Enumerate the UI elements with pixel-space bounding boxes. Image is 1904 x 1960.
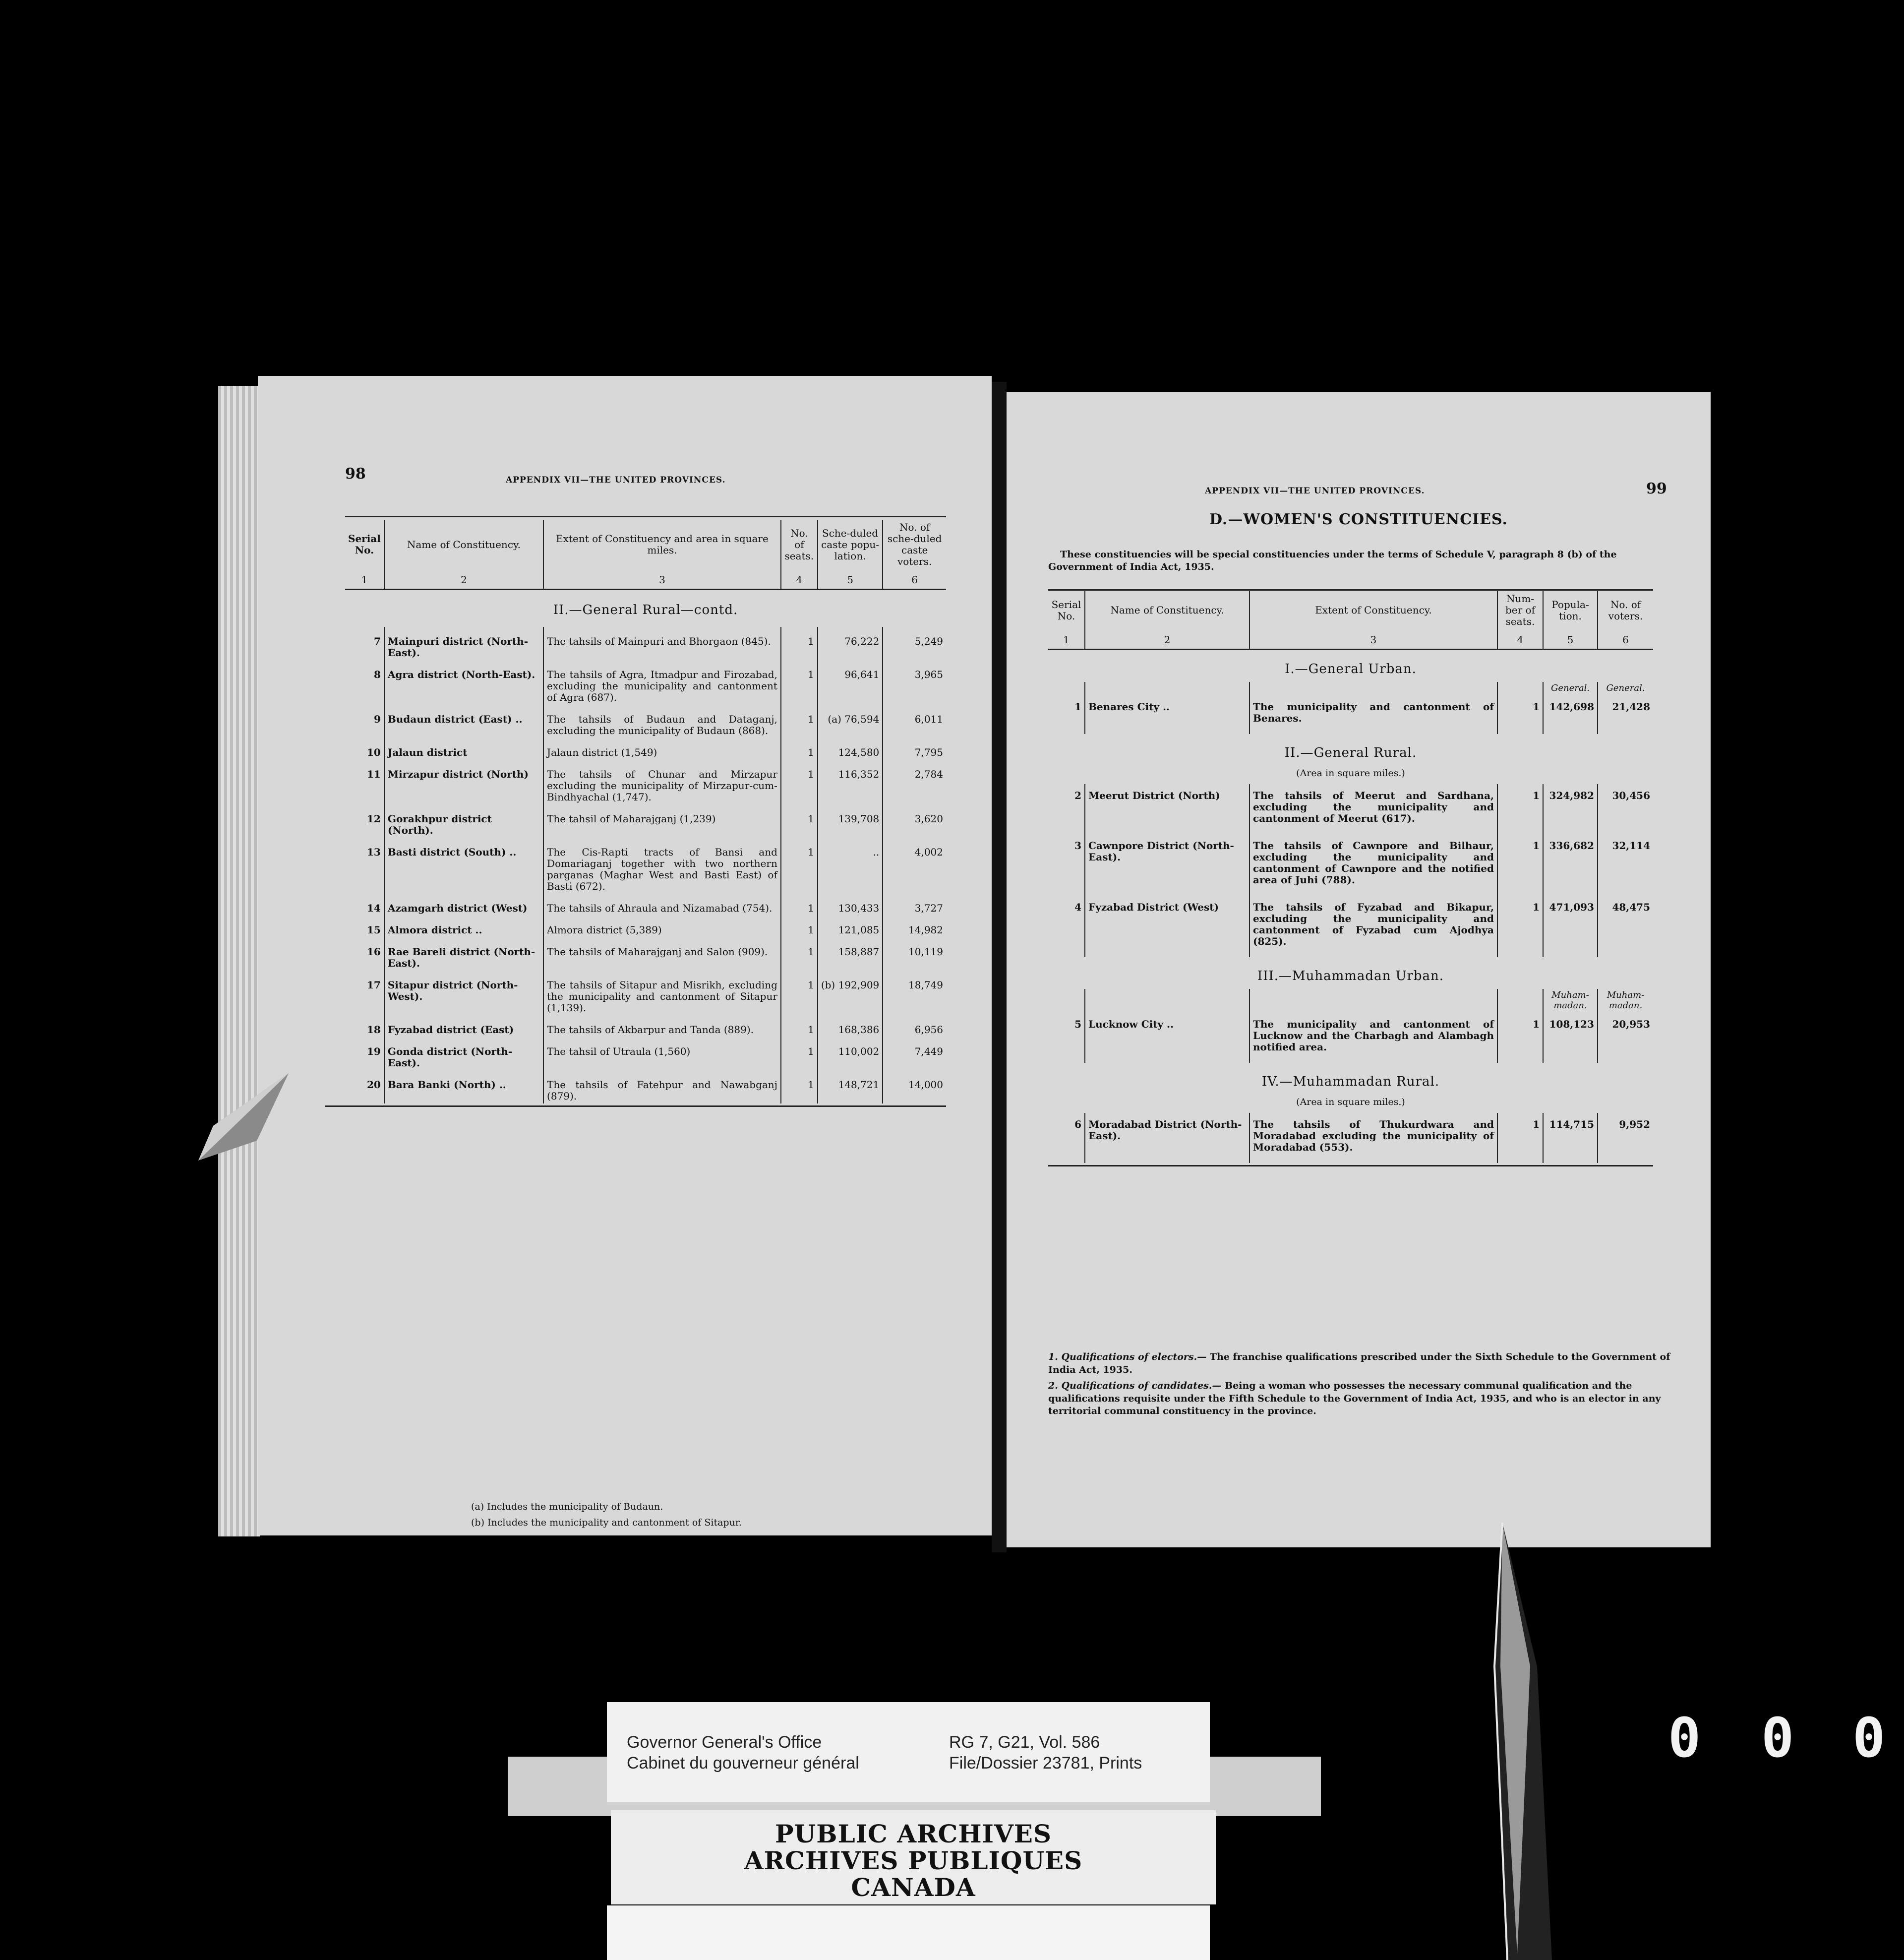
book-gutter (992, 382, 1007, 1552)
serial-cell: 12 (367, 812, 381, 825)
extent-cell: The tahsil of Utraula (1,560) (543, 1037, 781, 1070)
section-heading (1048, 1063, 1653, 1095)
top-rule (345, 516, 946, 517)
frame-digit: 0 (1668, 1706, 1701, 1770)
column-number: 5 (818, 569, 883, 590)
voters-cell: 6,011 (883, 705, 946, 738)
serial-cell: 19 (367, 1045, 381, 1057)
population-cell: 471,093 (1543, 896, 1598, 957)
left-rows (345, 627, 946, 1103)
population-cell: 110,002 (818, 1037, 883, 1070)
serial-cell: 14 (367, 902, 381, 914)
footnote-b: (b) Includes the municipality and cantonment of Sitapur. (471, 1517, 742, 1528)
voters-cell: 7,449 (883, 1037, 946, 1070)
frame-digit: 0 (1852, 1706, 1886, 1770)
note-text: The franchise qualifications prescribed under the Sixth Schedule to the Government of India Act, 1935. (1048, 1351, 1670, 1375)
extent-cell: Jalaun district (1,549) (543, 738, 781, 760)
voters-label: General. (1598, 682, 1653, 695)
voters-cell: 18,749 (883, 971, 946, 1015)
serial-cell: 8 (373, 668, 381, 680)
section-title: II.—General Rural—contd. (553, 603, 738, 617)
section-subtitle: (Area in square miles.) (1296, 768, 1405, 779)
header-seats: No. of seats. (781, 520, 818, 569)
page-edges (218, 386, 260, 1536)
seats-cell: 1 (1497, 695, 1543, 734)
population-cell: 168,386 (818, 1015, 883, 1037)
note-label: 1. Qualifications of electors.— (1048, 1351, 1207, 1362)
header-voters: No. of voters. (1598, 591, 1653, 629)
table-row (345, 760, 946, 804)
womens-constituency-table (1048, 591, 1653, 1163)
table-row (345, 971, 946, 1015)
serial-cell: 2 (1074, 790, 1081, 802)
population-cell: 130,433 (818, 894, 883, 916)
table-row (1048, 1113, 1653, 1163)
name-cell: Sitapur district (North-West). (384, 971, 543, 1015)
column-label-row (1048, 989, 1653, 1012)
extent-cell: The Cis-Rapti tracts of Bansi and Domariaganj together with two northern parganas (Maghar West and Basti East) of Basti (672). (543, 838, 781, 894)
office-english: Governor General's Office (627, 1733, 822, 1752)
table-row (345, 937, 946, 971)
serial-cell: 1 (1074, 700, 1081, 713)
stamp-line-2: ARCHIVES PUBLIQUES (744, 1846, 1083, 1875)
name-cell: Cawnpore District (North-East). (1085, 834, 1250, 896)
population-cell: 324,982 (1543, 784, 1598, 834)
voters-cell: 10,119 (883, 937, 946, 971)
column-number: 3 (543, 569, 781, 590)
population-cell: 148,721 (818, 1070, 883, 1103)
name-cell: Almora district .. (384, 916, 543, 937)
stamp-line-3: CANADA (851, 1873, 976, 1902)
seats-cell: 1 (781, 916, 818, 937)
bottom-rule (325, 1105, 946, 1107)
table-row (345, 660, 946, 705)
section-subtitle-row (1048, 765, 1653, 784)
name-cell: Jalaun district (384, 738, 543, 760)
extent-cell: The tahsils of Thukurdwara and Moradabad excluding the municipality of Moradabad (553). (1250, 1113, 1497, 1163)
column-label-row (1048, 682, 1653, 695)
office-french: Cabinet du gouverneur général (627, 1754, 859, 1773)
column-number: 1 (361, 574, 368, 586)
serial-cell: 5 (1074, 1018, 1081, 1030)
table-row (345, 1037, 946, 1070)
voters-cell: 30,456 (1598, 784, 1653, 834)
serial-cell: 15 (367, 923, 381, 936)
seats-cell: 1 (1497, 1013, 1543, 1063)
record-group: RG 7, G21, Vol. 586 (949, 1733, 1100, 1752)
page-title: D.—WOMEN'S CONSTITUENCIES. (1209, 511, 1508, 528)
left-page (258, 376, 992, 1535)
voters-cell: 7,795 (883, 738, 946, 760)
table-header (1048, 591, 1653, 629)
serial-cell: 17 (367, 979, 381, 991)
section-title: I.—General Urban. (1285, 662, 1417, 676)
column-number: 2 (1085, 629, 1250, 650)
name-cell: Basti district (South) .. (384, 838, 543, 894)
population-cell: 108,123 (1543, 1013, 1598, 1063)
column-number: 4 (1497, 629, 1543, 650)
serial-cell: 6 (1074, 1118, 1081, 1131)
seats-cell: 1 (781, 760, 818, 804)
voters-cell: 9,952 (1598, 1113, 1653, 1163)
header-extent: Extent of Constituency and area in square miles. (543, 520, 781, 569)
name-cell: Meerut District (North) (1085, 784, 1250, 834)
name-cell: Fyzabad District (West) (1085, 896, 1250, 957)
seats-cell: 1 (781, 838, 818, 894)
serial-cell: 20 (367, 1078, 381, 1091)
seats-cell: 1 (781, 738, 818, 760)
population-cell: 96,641 (818, 660, 883, 705)
voters-cell: 3,727 (883, 894, 946, 916)
extent-cell: The tahsils of Mainpuri and Bhorgaon (845). (543, 627, 781, 660)
population-label: General. (1543, 682, 1598, 695)
empty-cell (1048, 989, 1085, 1012)
running-head: APPENDIX VII—THE UNITED PROVINCES. (506, 475, 726, 485)
extent-cell: The tahsils of Akbarpur and Tanda (889). (543, 1015, 781, 1037)
empty-cell (1497, 682, 1543, 695)
section-subtitle: (Area in square miles.) (1296, 1097, 1405, 1108)
stamp-line-1: PUBLIC ARCHIVES (775, 1819, 1052, 1848)
population-cell: 121,085 (818, 916, 883, 937)
population-cell: .. (818, 838, 883, 894)
extent-cell: The tahsils of Maharajganj and Salon (909). (543, 937, 781, 971)
section-heading (1048, 650, 1653, 682)
right-pointer-tip (1483, 1518, 1562, 1960)
left-pointer-tip (198, 1066, 293, 1161)
seats-cell: 1 (781, 804, 818, 838)
extent-cell: The municipality and cantonment of Benares. (1250, 695, 1497, 734)
name-cell: Mainpuri district (North-East). (384, 627, 543, 660)
table-row (1048, 695, 1653, 734)
table-header (345, 520, 946, 569)
extent-cell: The tahsils of Fatehpur and Nawabganj (879). (543, 1070, 781, 1103)
serial-cell: 4 (1074, 901, 1081, 914)
table-row (1048, 834, 1653, 896)
table-row (345, 705, 946, 738)
section-heading (1048, 957, 1653, 989)
seats-cell: 1 (781, 937, 818, 971)
name-cell: Gorakhpur district (North). (384, 804, 543, 838)
left-constituency-table (345, 520, 946, 1103)
column-number: 6 (883, 569, 946, 590)
seats-cell: 1 (781, 705, 818, 738)
name-cell: Agra district (North-East). (384, 660, 543, 705)
seats-cell: 1 (1497, 834, 1543, 896)
intro-text: These constituencies will be special constituencies under the terms of Schedule V, paragraph 8 (b) of the Government of India Act, 1935. (1048, 549, 1617, 572)
table-row (1048, 784, 1653, 834)
frame-digit: 0 (1761, 1706, 1794, 1770)
name-cell: Moradabad District (North-East). (1085, 1113, 1250, 1163)
empty-cell (1048, 682, 1085, 695)
section-heading (1048, 734, 1653, 766)
seats-cell: 1 (781, 660, 818, 705)
extent-cell: The tahsils of Agra, Itmadpur and Firozabad, excluding the municipality and cantonment of Agra (687). (543, 660, 781, 705)
table-row (1048, 896, 1653, 957)
empty-cell (1085, 682, 1250, 695)
extent-cell: The tahsils of Meerut and Sardhana, excluding the municipality and cantonment of Meerut (617). (1250, 784, 1497, 834)
seats-cell: 1 (781, 1070, 818, 1103)
population-cell: 139,708 (818, 804, 883, 838)
voters-cell: 4,002 (883, 838, 946, 894)
section-title: II.—General Rural. (1284, 745, 1417, 760)
header-serial: Serial No. (348, 533, 381, 556)
extent-cell: The tahsils of Ahraula and Nizamabad (754). (543, 894, 781, 916)
population-label: Muham-madan. (1543, 989, 1598, 1012)
seats-cell: 1 (781, 1015, 818, 1037)
name-cell: Benares City .. (1085, 695, 1250, 734)
extent-cell: The tahsil of Maharajganj (1,239) (543, 804, 781, 838)
header-serial: Serial No. (1051, 598, 1081, 622)
voters-cell: 48,475 (1598, 896, 1653, 957)
bottom-rule (1048, 1165, 1653, 1166)
archive-reference-label (607, 1702, 1210, 1802)
table-row (345, 838, 946, 894)
serial-cell: 10 (367, 746, 381, 758)
column-number: 2 (384, 569, 543, 590)
section-subtitle-row (1048, 1094, 1653, 1113)
serial-cell: 9 (373, 713, 381, 725)
column-number: 3 (1250, 629, 1497, 650)
table-row (345, 738, 946, 760)
archives-stamp (611, 1810, 1216, 1904)
table-row (345, 1015, 946, 1037)
extent-cell: The tahsils of Cawnpore and Bilhaur, excluding the municipality and cantonment of Cawnpore and the notified area of Juhi (788). (1250, 834, 1497, 896)
column-number: 1 (1063, 634, 1070, 646)
voters-cell: 5,249 (883, 627, 946, 660)
empty-cell (1250, 682, 1497, 695)
name-cell: Lucknow City .. (1085, 1013, 1250, 1063)
extent-cell: The tahsils of Budaun and Dataganj, excluding the municipality of Budaun (868). (543, 705, 781, 738)
top-rule (1048, 589, 1653, 591)
empty-cell (1250, 989, 1497, 1012)
page-number: 98 (345, 465, 366, 483)
seats-cell: 1 (781, 971, 818, 1015)
voters-cell: 6,956 (883, 1015, 946, 1037)
header-name: Name of Constituency. (384, 520, 543, 569)
table-row (1048, 1013, 1653, 1063)
serial-cell: 3 (1074, 840, 1081, 852)
name-cell: Fyzabad district (East) (384, 1015, 543, 1037)
extent-cell: Almora district (5,389) (543, 916, 781, 937)
section-heading (345, 590, 946, 627)
name-cell: Gonda district (North-East). (384, 1037, 543, 1070)
right-rows (1048, 650, 1653, 1164)
extent-cell: The tahsils of Fyzabad and Bikapur, excluding the municipality and cantonment of Fyzabad cum Ajodhya (825). (1250, 896, 1497, 957)
serial-cell: 18 (367, 1023, 381, 1036)
voters-cell: 2,784 (883, 760, 946, 804)
population-cell: (a) 76,594 (818, 705, 883, 738)
name-cell: Azamgarh district (West) (384, 894, 543, 916)
header-voters: No. of sche-duled caste voters. (883, 520, 946, 569)
voters-cell: 21,428 (1598, 695, 1653, 734)
seats-cell: 1 (781, 627, 818, 660)
table-row (345, 916, 946, 937)
population-cell: 158,887 (818, 937, 883, 971)
note-label: 2. Qualifications of candidates.— (1048, 1380, 1222, 1391)
label-base (607, 1905, 1210, 1960)
voters-cell: 14,000 (883, 1070, 946, 1103)
extent-cell: The tahsils of Sitapur and Misrikh, excluding the municipality and cantonment of Sitapur (1,139). (543, 971, 781, 1015)
seats-cell: 1 (781, 894, 818, 916)
voters-label: Muham-madan. (1598, 989, 1653, 1012)
voters-cell: 3,620 (883, 804, 946, 838)
empty-cell (1085, 989, 1250, 1012)
table-row (345, 627, 946, 660)
name-cell: Budaun district (East) .. (384, 705, 543, 738)
page-number: 99 (1646, 480, 1667, 497)
voters-cell: 14,982 (883, 916, 946, 937)
name-cell: Mirzapur district (North) (384, 760, 543, 804)
header-name: Name of Constituency. (1085, 591, 1250, 629)
serial-cell: 11 (367, 768, 381, 780)
voters-cell: 3,965 (883, 660, 946, 705)
seats-cell: 1 (1497, 1113, 1543, 1163)
column-numbers (1048, 629, 1653, 650)
header-seats: Num-ber of seats. (1497, 591, 1543, 629)
serial-cell: 13 (367, 846, 381, 858)
column-numbers (345, 569, 946, 590)
table-row (345, 894, 946, 916)
voters-cell: 20,953 (1598, 1013, 1653, 1063)
section-title: IV.—Muhammadan Rural. (1261, 1074, 1440, 1089)
population-cell: (b) 192,909 (818, 971, 883, 1015)
header-population: Popula-tion. (1543, 591, 1598, 629)
population-cell: 336,682 (1543, 834, 1598, 896)
extent-cell: The municipality and cantonment of Lucknow and the Charbagh and Alambagh notified area. (1250, 1013, 1497, 1063)
serial-cell: 16 (367, 945, 381, 958)
population-cell: 124,580 (818, 738, 883, 760)
column-number: 5 (1543, 629, 1598, 650)
extent-cell: The tahsils of Chunar and Mirzapur excluding the municipality of Mirzapur-cum-Bindhyachal (1,747). (543, 760, 781, 804)
population-cell: 76,222 (818, 627, 883, 660)
seats-cell: 1 (781, 1037, 818, 1070)
running-head: APPENDIX VII—THE UNITED PROVINCES. (1205, 486, 1425, 496)
name-cell: Bara Banki (North) .. (384, 1070, 543, 1103)
footnote-a: (a) Includes the municipality of Budaun. (471, 1501, 663, 1512)
seats-cell: 1 (1497, 896, 1543, 957)
population-cell: 142,698 (1543, 695, 1598, 734)
population-cell: 114,715 (1543, 1113, 1598, 1163)
name-cell: Rae Bareli district (North-East). (384, 937, 543, 971)
section-title: III.—Muhammadan Urban. (1257, 969, 1444, 984)
header-extent: Extent of Constituency. (1250, 591, 1497, 629)
note-text: Being a woman who possesses the necessary communal qualification and the qualifications requisite under the Fifth Schedule to the Government of India Act, 1935, and who is an elector in any territorial communal constituency in the province. (1048, 1380, 1661, 1417)
note-electors (1048, 1351, 1673, 1376)
empty-cell (1497, 989, 1543, 1012)
file-dossier: File/Dossier 23781, Prints (949, 1754, 1142, 1773)
population-cell: 116,352 (818, 760, 883, 804)
column-number: 6 (1598, 629, 1653, 650)
seats-cell: 1 (1497, 784, 1543, 834)
table-row (345, 804, 946, 838)
right-page (1007, 392, 1711, 1547)
table-row (345, 1070, 946, 1103)
note-candidates (1048, 1380, 1673, 1418)
voters-cell: 32,114 (1598, 834, 1653, 896)
serial-cell: 7 (373, 635, 381, 647)
header-population: Sche-duled caste popu-lation. (818, 520, 883, 569)
column-number: 4 (781, 569, 818, 590)
